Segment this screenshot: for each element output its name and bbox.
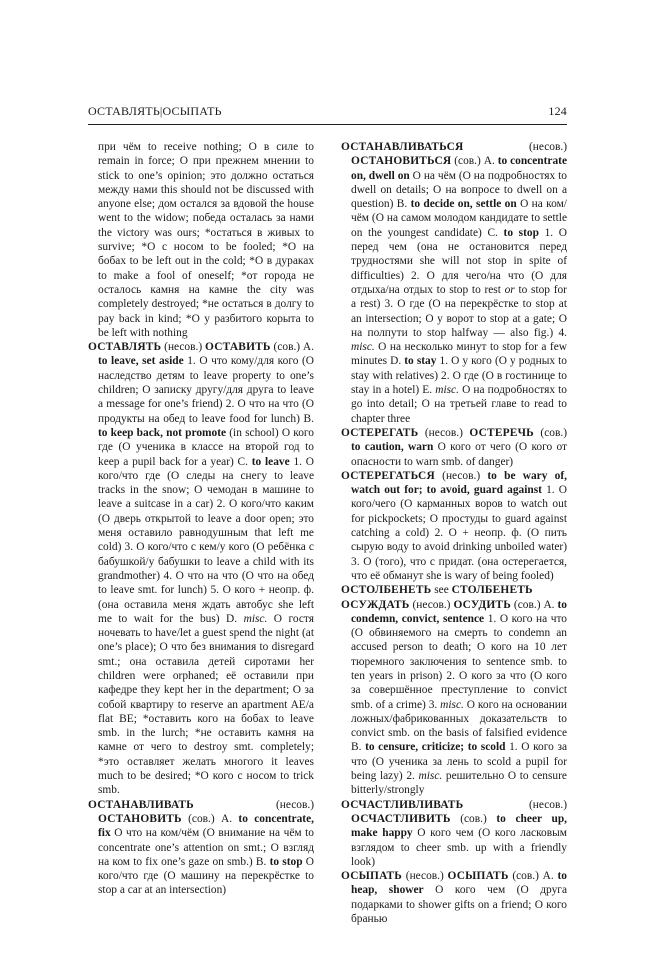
header-rule (88, 124, 567, 125)
entry-osteregat: ОСТЕРЕГАТЬ (несов.) ОСТЕРЕЧЬ (сов.) to caution, warn О кого от чего (О кого от опасности to warn smb. of danger) (341, 426, 567, 468)
headword-perfective: ОСТЕРЕЧЬ (469, 426, 534, 439)
headword-perfective: ОСЧАСТЛИВИТЬ (351, 812, 451, 825)
entry-osteregatsya: ОСТЕРЕГАТЬСЯ (несов.) to be wary of, watch out for; to avoid, guard against 1. О кого/чего (О карманных воров to watch out for pickpockets; О простуды to guard against catching a cold) 2. О + неопр. ф. (О пить сырую воду to avoid drinking unboiled water) 3. О (того), что с придат. (она остерегается, что её обманут she is wary of being fooled) (341, 469, 567, 582)
entry-ostanavlivat: ОСТАНАВЛИВАТЬ (несов.) ОСТАНОВИТЬ (сов.) А. to concentrate, fix О что на ком/чём (О внимание на чём to concentrate one’s attention on smt.; О взгляд на ком to fix one’s gaze on smb.) B. to stop О кого/что где (О машину на перекрёстке to stop a car at an intersection) (88, 798, 315, 897)
headword: ОСТАНАВЛИВАТЬСЯ (341, 141, 464, 153)
headword-perfective: ОСУДИТЬ (453, 598, 511, 611)
headword: ОСЫПАТЬ (341, 870, 403, 883)
headword: ОСТАНАВЛИВАТЬ (88, 798, 194, 811)
right-column (341, 140, 567, 926)
page-title: ОСТАВЛЯТЬ|ОСЫПАТЬ (88, 104, 222, 118)
running-head (88, 104, 567, 122)
entry-osypat: ОСЫПАТЬ (несов.) ОСЫПАТЬ (сов.) А. to heap, shower О кого чем (О друга подарками to shower gifts on a friend; О кого бранью (341, 870, 567, 926)
entry-ostanavlivatsya: ОСТАНАВЛИВАТЬСЯ (несов.) ОСТАНОВИТЬСЯ (сов.) А. to concentrate on, dwell on О на чём (О на подробностях to dwell on details; О на вопросе to dwell on a question) B. to decide on, settle on О на ком/чём (О на самом молодом кандидате to settle on the youngest candidate) C. to stop 1. О перед чем (она не остановится перед трудностями she will not stop in spite of difficulties) 2. О для чего/на что (О для отдыха/на отдых to stop to rest or to stop for a rest) 3. О где (О на перекрёстке to stop at an intersection; О у ворот to stop at a gate; О на полпути to stop halfway — also fig.) 4. misc. О на несколько минут to stop for a few minutes D. to stay 1. О у кого (О у родных to stay with relatives) 2. О где (О в гостинице to stay in a hotel) E. misc. О на подробностях to go into detail; О на третьей главе to read to chapter three (341, 141, 568, 425)
entry-ostolbenet: ОСТОЛБЕНЕТЬ see СТОЛБЕНЕТЬ (341, 584, 533, 597)
cross-reference: СТОЛБЕНЕТЬ (451, 584, 533, 597)
headword-perfective: ОСЫПАТЬ (447, 870, 509, 883)
headword: ОСТЕРЕГАТЬ (341, 426, 419, 439)
headword: ОСЧАСТЛИВЛИВАТЬ (341, 798, 464, 811)
headword: ОСУЖДАТЬ (341, 598, 410, 611)
continued-entry: при чём to receive nothing; О в силе to remain in force; О при прежнем мнении to stick to one’s opinion; это должно остаться между нами this should not be discussed with anyone else; дом остался за вдовой the house went to the widow; победа осталась за нами the victory was ours; *остаться в живых to survive; *О с носом to be fooled; *О на бобах to be left out in the cold; *О в дураках to make a fool of oneself; *от города не осталось камня на камне the city was completely destroyed; *не остаться в долгу to pay back in kind; *О у разбитого корыта to be left with nothing (98, 141, 314, 339)
headword: ОСТОЛБЕНЕТЬ (341, 584, 432, 597)
page-number: 124 (548, 104, 567, 118)
entry-oschastlivlivat: ОСЧАСТЛИВЛИВАТЬ (несов.) ОСЧАСТЛИВИТЬ (сов.) to cheer up, make happy О кого чем (О кого ласковым взглядом to cheer smb. up with a friendly look) (341, 798, 567, 868)
headword-perfective: ОСТАВИТЬ (205, 341, 271, 354)
headword: ОСТЕРЕГАТЬСЯ (341, 469, 435, 482)
headword-perfective: ОСТАНОВИТЬСЯ (351, 155, 452, 168)
headword: ОСТАВЛЯТЬ (88, 341, 162, 354)
headword-perfective: ОСТАНОВИТЬ (98, 812, 182, 825)
left-column (88, 140, 314, 898)
entry-ostavlyat: ОСТАВЛЯТЬ (несов.) ОСТАВИТЬ (сов.) А. to leave, set aside 1. О что кому/для кого (О наследство детям to leave property to one’s children; О записку другу/для друга to leave a message for one’s friend) 2. О что на что (О продукты на обед to leave food for lunch) B. to keep back, not promote (in school) О кого где (О ученика в классе на второй год to keep a pupil back for a year) C. to leave 1. О кого/что где (О следы на снегу to leave tracks in the snow; О чемодан в машине to leave a suitcase in a car) 2. О кого/что каким (О дверь открытой to leave a door open; это меня оставило равнодушным that left me cold) 3. О кого/что с кем/у кого (О ребёнка с бабушкой/у бабушки to leave a child with its grandmother) 4. О что на что (О что на обед to leave smt. for lunch) 5. О кого + неопр. ф. (она оставила меня ждать автобус she left me to wait for the bus) D. misc. О гостя ночевать to have/let a guest spend the night (at one’s place); О что без внимания to disregard smt.; она оставила детей сиротами her children were orphaned; её оставили при кафедре they kept her in the department; О за собой квартиру to reserve an apartment AE/a flat BE; *оставить кого на бобах to leave smb. in the lurch; *не оставить камня на камне от чего to destroy smt. completely; *это оставляет желать многого it leaves much to be desired; *О кого с носом to trick smb. (88, 341, 315, 797)
entry-osuzhdat: ОСУЖДАТЬ (несов.) ОСУДИТЬ (сов.) А. to condemn, convict, sentence 1. О кого на что (О обвиняемого на смерть to condemn an accused person to death; О кого на 10 лет тюремного заключения to sentence smb. to ten years in prison) 2. О кого за что (О кого за совершённое преступление to convict smb. of a crime) 3. misc. О кого на основании ложных/фабрикованных доказательств to convict smb. on the basis of falsified evidence B. to censure, criticize; to scold 1. О кого за что (О ученика за лень to scold a pupil for being lazy) 2. misc. решительно О to censure bitterly/strongly (341, 598, 567, 797)
